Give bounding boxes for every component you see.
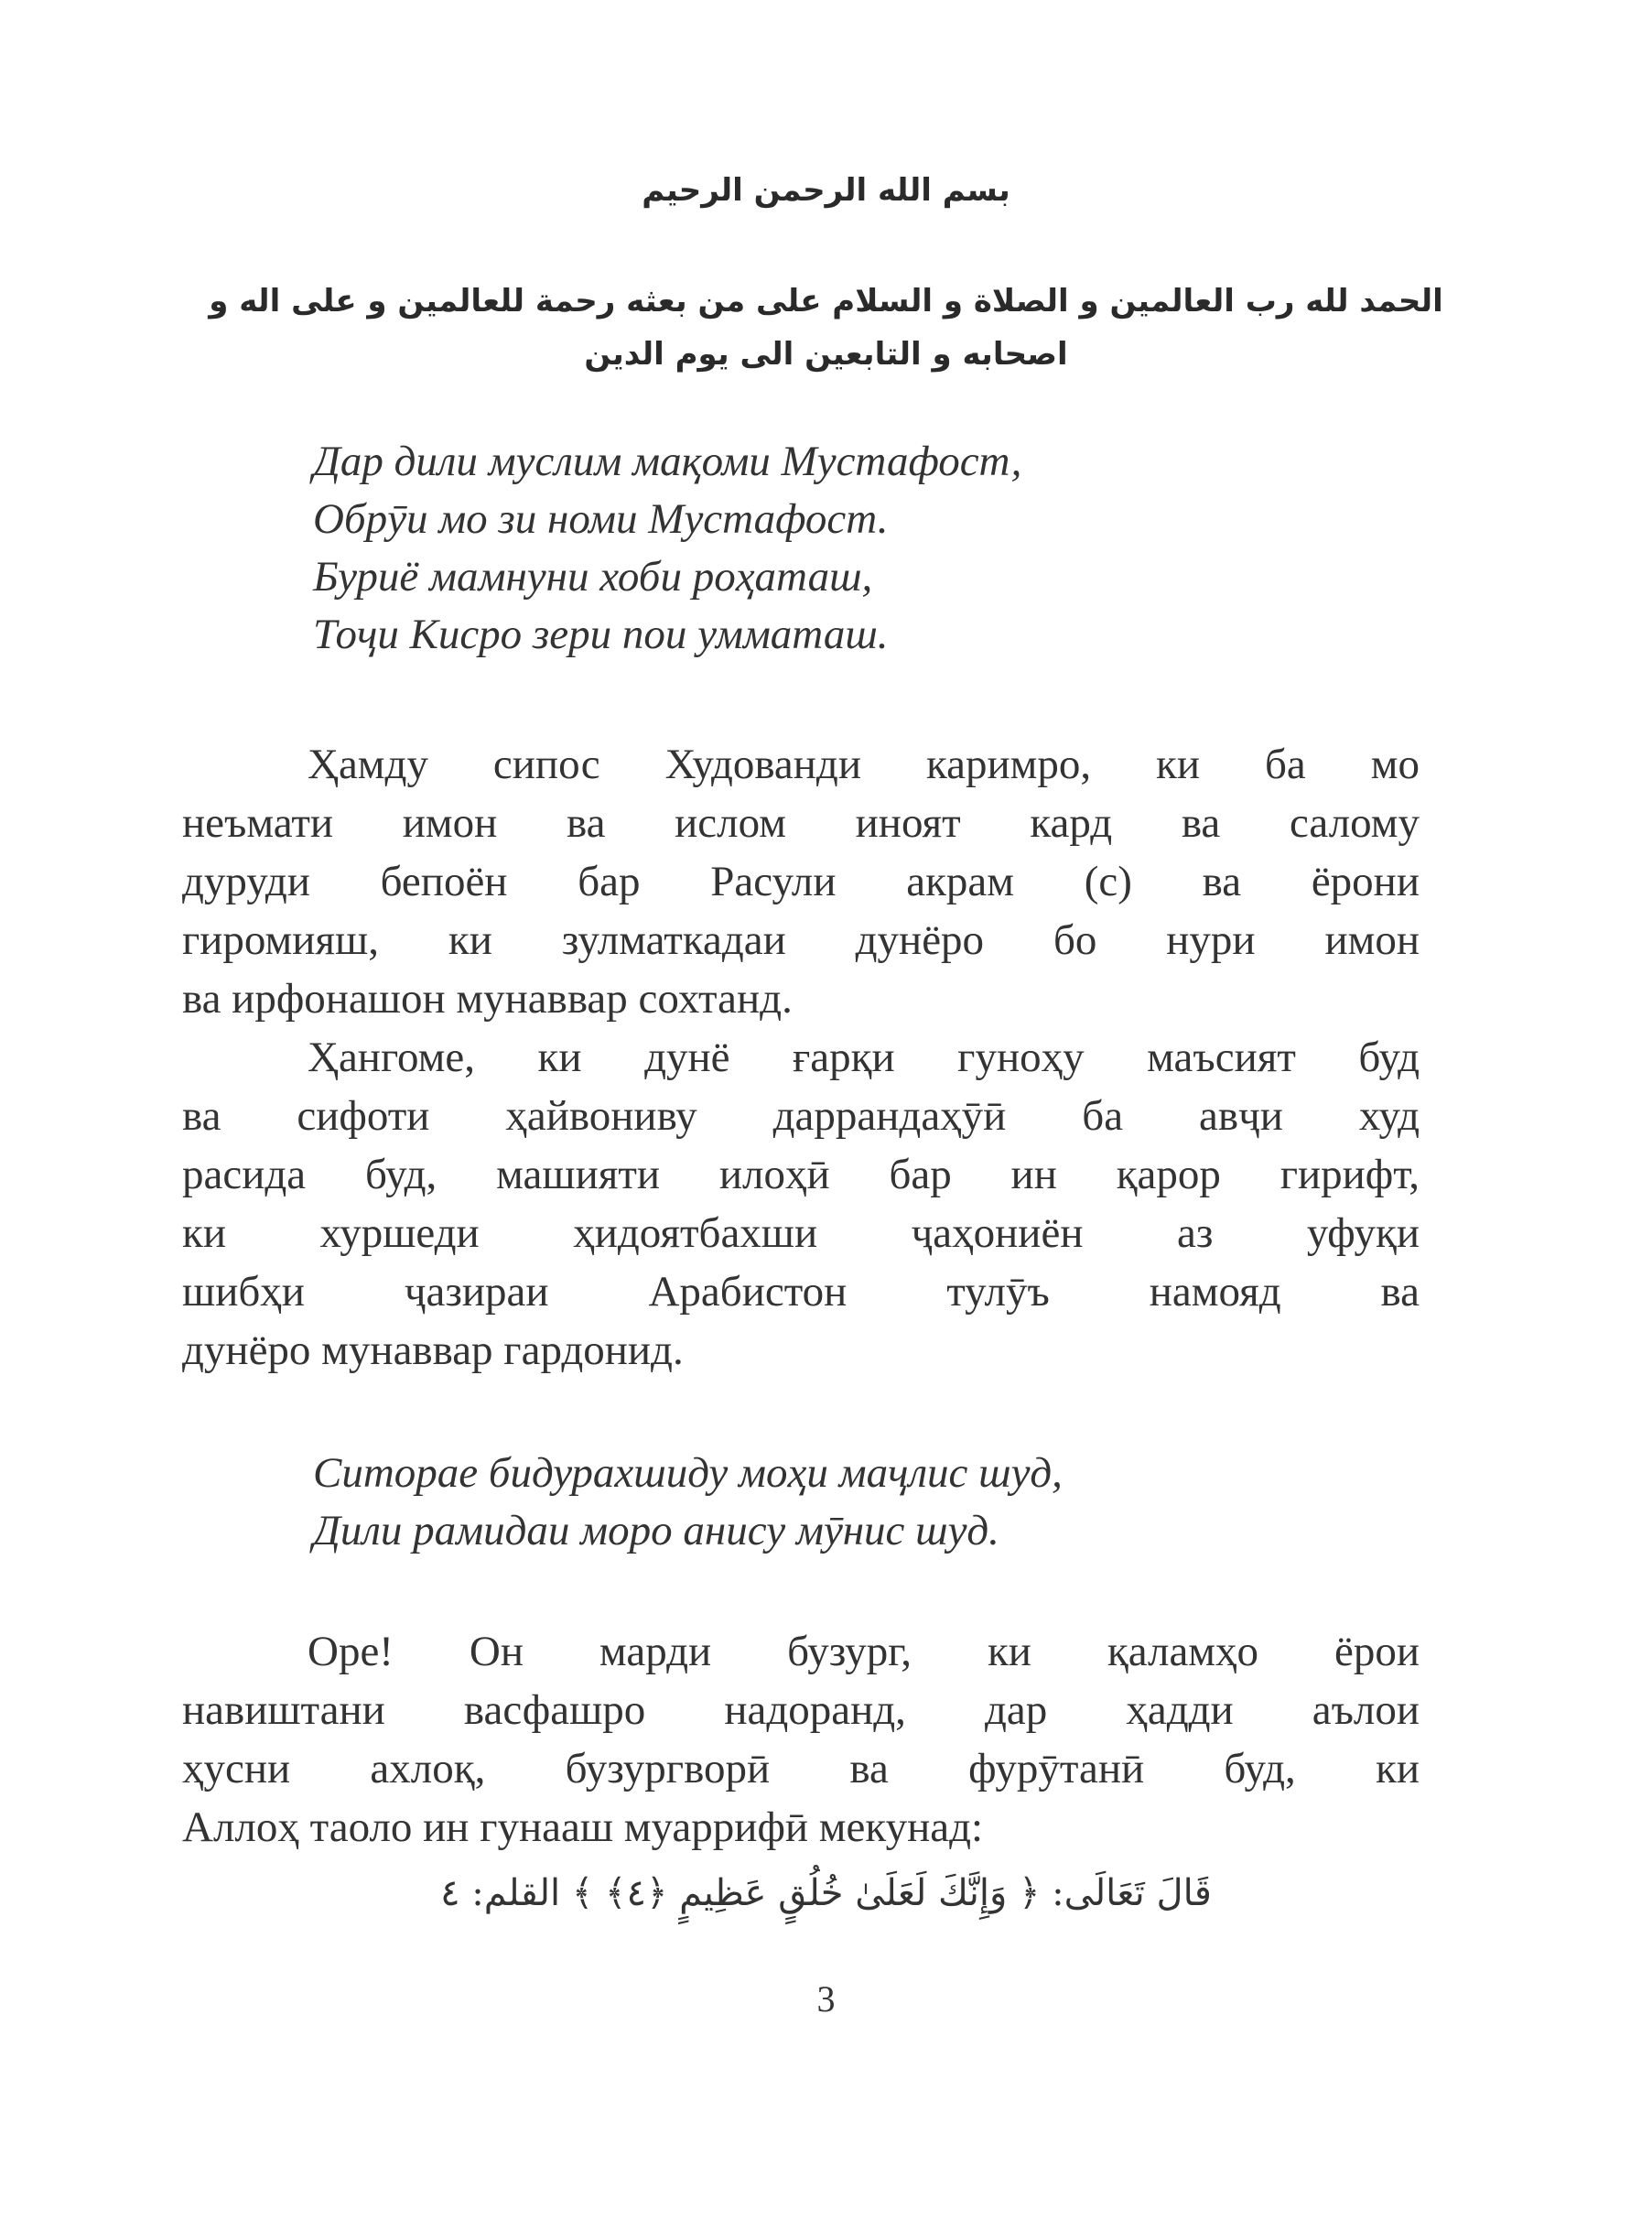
paragraph-1 (182, 735, 1420, 1380)
text-line: расида буд, машияти илоҳӣ бар ин қарор гирифт, (182, 1151, 1420, 1198)
poem-line: Буриё мамнуни хоби роҳаташ, (313, 553, 873, 601)
arabic-doxology (0, 275, 1652, 381)
text-line: Аллоҳ таоло ин гунааш муаррифӣ мекунад: (182, 1803, 984, 1851)
text-line: гиромияш, ки зулматкадаи дунёро бо нури имон (182, 916, 1420, 964)
text-line: Ҳамду сипос Худованди каримро, ки ба мо (308, 741, 1420, 788)
text-line: ва ирфонашон мунаввар сохтанд. (182, 975, 793, 1023)
poem-stanza-1 (313, 433, 1021, 664)
quran-verse: قَالَ تَعَالَى: ﴿ وَإِنَّكَ لَعَلَىٰ خُلُقٍ عَظِيمٍ ﴿٤﴾ ﴾ القلم: ٤ (440, 1872, 1212, 1914)
poem-line: Дар дили муслим мақоми Мустафост, (313, 438, 1022, 485)
poem-line: Ситорае бидурахшиду моҳи маҷлис шуд, (313, 1449, 1063, 1497)
doxology-line: اصحابه و التابعين الى يوم الدين (584, 336, 1068, 373)
text-line: неъмати имон ва ислом иноят кард ва саломy (182, 799, 1420, 847)
doxology-line: الحمد لله رب العالمين و الصلاة و السلام على من بعثه رحمة للعالمين و على اله و (209, 283, 1443, 319)
text-line: навиштани васфашро надоранд, дар ҳадди аълои (182, 1686, 1420, 1734)
text-line: дуруди бепоён бар Расули акрам (с) ва ёрони (182, 858, 1420, 905)
text-line: ва сифоти ҳайвониву даррандаҳӯӣ ба авҷи худ (182, 1092, 1420, 1140)
poem-line: Тоҷи Кисро зери пои умматаш. (313, 611, 889, 658)
paragraph-3 (182, 1622, 1420, 1857)
text-line: дунёро мунаввар гардонид. (182, 1327, 684, 1374)
poem-line: Дили рамидаи моро анису мӯнис шуд. (313, 1507, 999, 1554)
text-line: ки хуршеди ҳидоятбахши ҷаҳониён аз уфуқи (182, 1209, 1420, 1257)
text-line: Оре! Он марди бузург, ки қаламҳо ёрои (308, 1628, 1420, 1675)
text-line: шибҳи ҷазираи Арабистон тулӯъ намояд ва (182, 1268, 1420, 1316)
poem-line: Обрӯи мо зи номи Мустафост. (313, 495, 889, 543)
text-line: Ҳангоме, ки дунё ғарқи гуноҳу маъсият буд (308, 1034, 1420, 1081)
text-line: ҳусни ахлоқ, бузургворӣ ва фурӯтанӣ буд, ки (182, 1745, 1420, 1792)
page-number: 3 (816, 1978, 836, 2020)
basmala: بسم الله الرحمن الرحيم (642, 172, 1010, 209)
poem-stanza-2 (313, 1445, 1063, 1560)
